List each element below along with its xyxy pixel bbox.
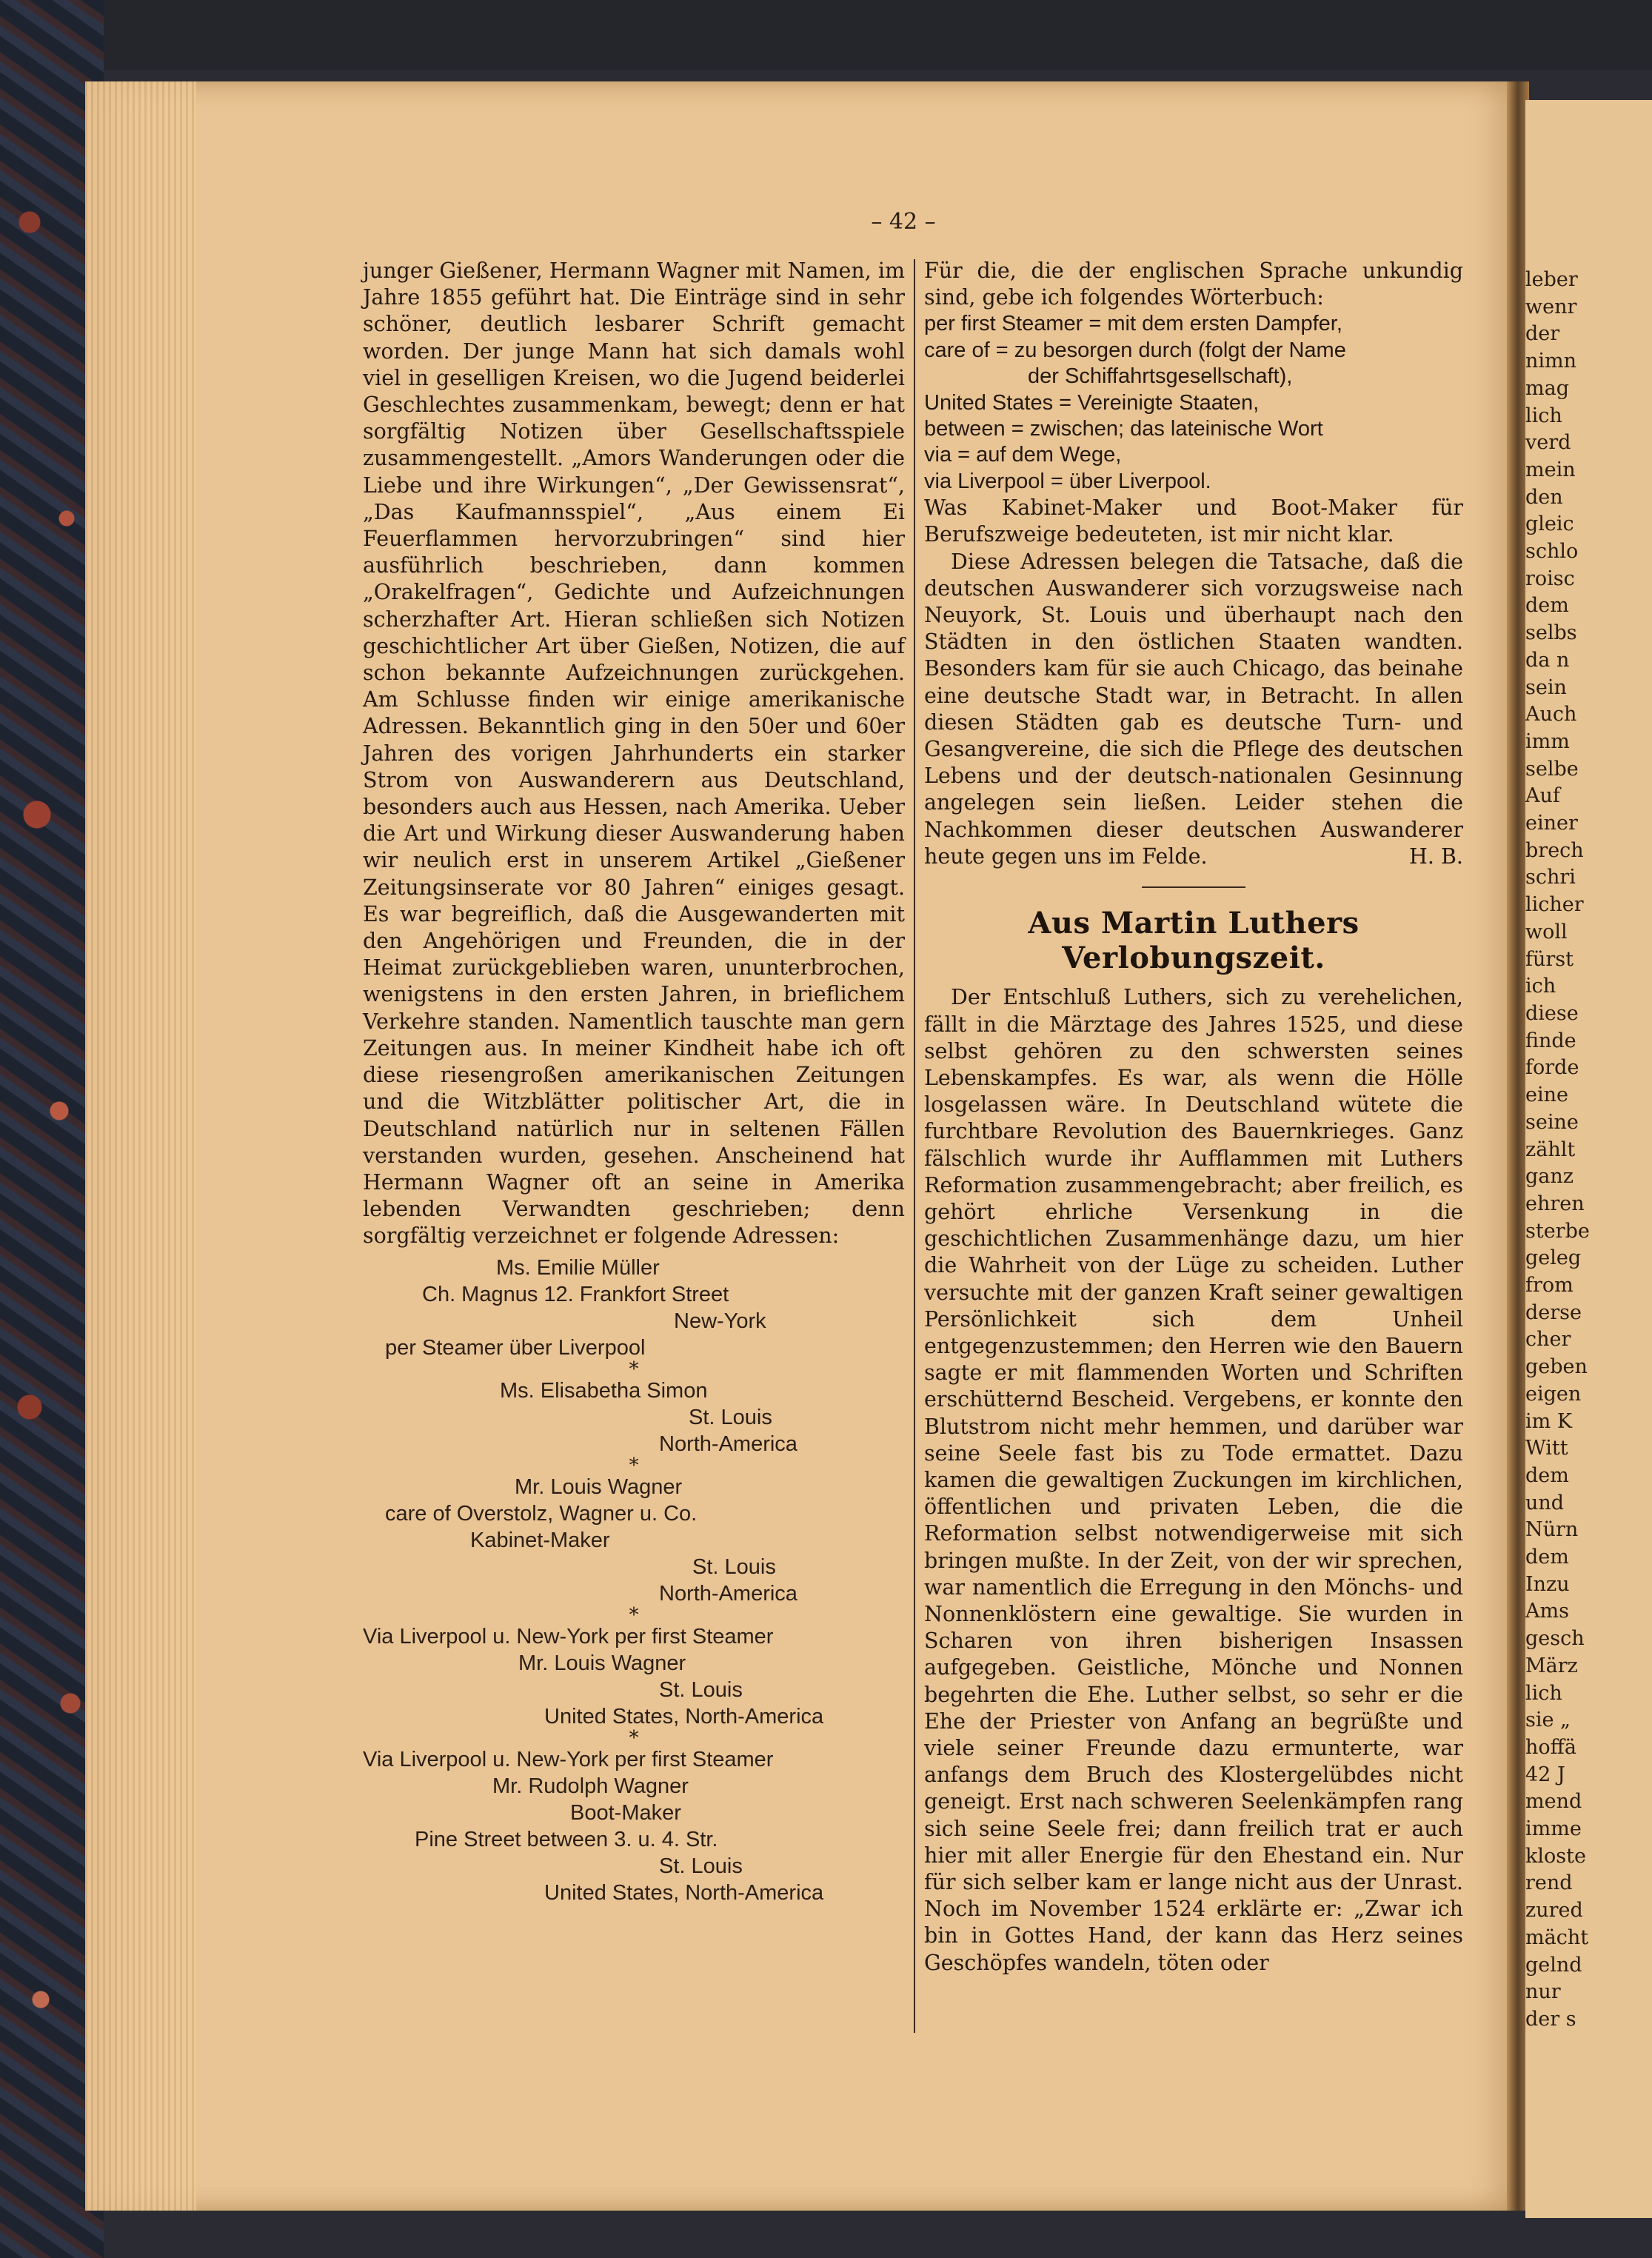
fragment-line: from: [1525, 1274, 1574, 1297]
dictionary-intro: Für die, die der englischen Sprache unkundig sind, gebe ich folgendes Wörterbuch:: [924, 258, 1463, 310]
fragment-line: selbe: [1525, 757, 1579, 781]
author-signature: H. B.: [1409, 844, 1463, 869]
right-column: [924, 258, 1463, 1977]
dictionary-entry: der Schiffahrtsgesellschaft),: [1028, 364, 1293, 389]
fragment-line: licher: [1525, 893, 1584, 917]
address-line: St. Louis: [659, 1677, 743, 1702]
fragment-line: dem: [1525, 594, 1569, 618]
address-line: United States, North-America: [544, 1880, 824, 1905]
fragment-line: schlo: [1525, 540, 1579, 564]
address-line: United States, North-America: [544, 1704, 824, 1728]
address-line: New-York: [674, 1309, 766, 1333]
address-separator: *: [629, 1357, 639, 1380]
fragment-line: Inzu: [1525, 1572, 1570, 1596]
fragment-line: Auch: [1525, 703, 1577, 726]
fragment-line: mend: [1525, 1790, 1582, 1814]
fragment-line: März: [1525, 1654, 1578, 1677]
address-list: [363, 1255, 905, 1906]
fragment-line: brech: [1525, 838, 1584, 862]
fragment-line: zured: [1525, 1899, 1583, 1923]
fragment-line: verd: [1525, 431, 1571, 455]
address-line: Mr. Rudolph Wagner: [492, 1774, 689, 1798]
book-cover-edge: [0, 0, 1652, 70]
address-line: Pine Street between 3. u. 4. Str.: [415, 1827, 718, 1851]
fragment-line: sie „: [1525, 1708, 1571, 1732]
fragment-line: mag: [1525, 376, 1569, 400]
fragment-line: einer: [1525, 812, 1578, 835]
address-separator: *: [629, 1454, 639, 1477]
fragment-line: der s: [1525, 2008, 1576, 2031]
fragment-line: gelnd: [1525, 1953, 1582, 1977]
emigration-paragraph: Diese Adressen belegen die Tatsache, daß die deutschen Auswanderer sich vorzugsweise nach Neuyork, St. Louis und überhaupt nach den Städten in den östlichen Staaten wandten. Besonders kam für sie auch Chicago, das beinahe eine deutsche Stadt war, in Betracht. In allen diesen Städten gab es deutsche Turn- und Gesangvereine, die sich die Pflege des deutschen Lebens und der deutsch-nationalen Gesinnung angelegen sein ließen. Leider stehen die Nachkommen dieser deutschen Auswanderer heute gegen uns im Felde.: [924, 549, 1463, 869]
fragment-line: der: [1525, 322, 1560, 346]
fragment-line: ganz: [1525, 1165, 1574, 1189]
fragment-line: roisc: [1525, 567, 1575, 590]
next-page-text: [1525, 267, 1590, 2034]
address-line: Ch. Magnus 12. Frankfort Street: [422, 1282, 729, 1306]
address-separator: *: [629, 1603, 639, 1626]
fragment-line: da n: [1525, 648, 1570, 672]
fragment-line: Nürn: [1525, 1518, 1579, 1542]
fragment-line: derse: [1525, 1300, 1582, 1324]
intro-paragraph: junger Gießener, Hermann Wagner mit Namen, im Jahre 1855 geführt hat. Die Einträge sind in sehr schöner, deutlich lesbarer Schrift gemacht worden. Der junge Mann hat sich damals wohl viel in geselligen Kreisen, wo die Jugend beiderlei Geschlechtes zusammenkam, bewegt; denn er hat sorgfältig Notizen über Gesellschaftsspiele zusammengestellt. „Amors Wanderungen oder die Liebe und ihre Wirkungen“, „Der Gewissensrat“, „Das Kaufmannsspiel“, „Aus einem Ei Feuerflammen hervorzubringen“ sind hier ausführlich beschrieben, dann kommen „Orakelfragen“, Gedichte und Aufzeichnungen scherzhafter Art. Hieran schließen sich Notizen geschichtlicher Art über Gießen, Notizen, die auf schon bekannte Aufzeichnungen zurückgehen. Am Schlusse finden wir einige amerikanische Adressen. Bekanntlich ging in den 50er und 60er Jahren des vorigen Jahrhunderts ein starker Strom von Auswanderern aus Deutschland, besonders auch aus Hessen, nach Amerika. Ueber die Art und Wirkung dieser Auswanderung haben wir neulich erst in unserem Artikel „Gießener Zeitungsinserate vor 80 Jahren“ einiges gesagt. Es war begreiflich, daß die Ausgewanderten mit den Angehörigen und Freunden, die in der Heimat zurückgeblieben waren, ununterbrochen, wenigstens in den ersten Jahren, in brieflichem Verkehre standen. Namentlich tauschte man gern Zeitungen aus. In meiner Kindheit habe ich oft diese riesengroßen amerikanischen Zeitungen und die Witzblätter politischer Art, die in Deutschland natürlich nur in seltenen Fällen verstanden wurden, gesehen. Anscheinend hat Hermann Wagner oft an seine in Amerika lebenden Verwandten geschrieben; denn sorgfältig verzeichnet er folgende Adressen:: [363, 258, 905, 1249]
fragment-line: selbs: [1525, 621, 1577, 645]
fragment-line: dem: [1525, 1463, 1569, 1487]
address-line: Mr. Louis Wagner: [515, 1474, 683, 1499]
fragment-line: hoffä: [1525, 1735, 1576, 1759]
address-line: per Steamer über Liverpool: [385, 1335, 646, 1360]
article-headline: Aus Martin Luthers Verlobungszeit.: [1028, 906, 1360, 976]
fragment-line: lich: [1525, 1681, 1562, 1705]
right-page-fragment: [1525, 100, 1652, 2218]
fragment-line: lich: [1525, 404, 1562, 427]
address-line: Via Liverpool u. New-York per first Steamer: [363, 1747, 774, 1771]
section-rule: [1142, 886, 1245, 888]
address-line: Mr. Louis Wagner: [518, 1651, 686, 1675]
fragment-line: woll: [1525, 920, 1568, 943]
fragment-line: ehren: [1525, 1192, 1585, 1215]
address-line: St. Louis: [692, 1554, 776, 1579]
dictionary-entry: between = zwischen; das lateinische Wort: [924, 417, 1323, 441]
page-number: – 42 –: [871, 209, 936, 235]
article-body: Der Entschluß Luthers, sich zu verehelichen, fällt in die Märztage des Jahres 1525, und diese selbst gehören zu den schwersten seines Lebenskampfes. Es war, als wenn die Hölle losgelassen wäre. In Deutschland wütete die furchtbare Revolution des Bauernkrieges. Ganz fälschlich wurde ihr Aufflammen mit Luthers Reformation zusammengebracht; aber freilich, es gehört ehrliche Versenkung in die geschichtlichen Zusammenhänge dazu, um hier die Wahrheit von der Lüge zu scheiden. Luther versuchte mit der ganzen Kraft seiner gewaltigen Persönlichkeit sich dem Unheil entgegenzustemmen; den Herren wie den Bauern sagte er mit flammenden Worten und Schriften erschütternd Bescheid. Vergebens, er konnte den Blutstrom nicht mehr hemmen, und darüber war seine Seele fast bis zu Tode ermattet. Dazu kamen die gewaltigen Zuckungen im kirchlichen, öffentlichen und privaten Leben, die die Reformation selbst notwendigerweise mit sich bringen mußte. In der Zeit, von der wir sprechen, war namentlich die Erregung in den Mönchs- und Nonnenklöstern eine gewaltige. Sie wurden in Scharen von ihren bisherigen Insassen aufgegeben. Geistliche, Mönche und Nonnen begehrten die Ehe. Luther selbst, so sehr er die Ehe der Priester von Anfang an begrüßte und viele seiner Freunde dazu ermunterte, war anfangs dem Bruch des Klostergelübdes nicht geneigt. Erst nach schweren Seelenkämpfen rang sich seine Seele frei; dann freilich trat er auch hier mit aller Energie für den Ehestand ein. Nur für sich selber kam er lange nicht aus der Unrast. Noch im November 1524 erklärte er: „Zwar ich bin in Gottes Hand, der kann das Herz seines Geschöpfes wandeln, töten oder: [924, 985, 1463, 1975]
fragment-line: kloste: [1525, 1844, 1586, 1868]
fragment-line: nimn: [1525, 350, 1577, 373]
address-line: North-America: [659, 1581, 797, 1606]
address-line: Ms. Emilie Müller: [496, 1255, 660, 1280]
fragment-line: seine: [1525, 1110, 1579, 1134]
address-line: Boot-Maker: [570, 1800, 681, 1825]
fragment-line: 42 J: [1525, 1763, 1565, 1786]
fragment-line: wenr: [1525, 295, 1577, 318]
address-separator: *: [629, 1726, 639, 1749]
fragment-line: leber: [1525, 268, 1578, 291]
fragment-line: cher: [1525, 1328, 1571, 1352]
fragment-line: zählt: [1525, 1138, 1576, 1161]
fragment-line: Witt: [1525, 1437, 1568, 1460]
dictionary-entry: per first Steamer = mit dem ersten Dampfer,: [924, 312, 1342, 336]
fragment-line: Ams: [1525, 1600, 1569, 1623]
dictionary-entry: care of = zu besorgen durch (folgt der Name: [924, 338, 1346, 362]
dictionary-entry: via Liverpool = über Liverpool.: [924, 469, 1211, 493]
fragment-line: geleg: [1525, 1246, 1582, 1270]
address-line: St. Louis: [659, 1854, 743, 1878]
dictionary-entry: via = auf dem Wege,: [924, 443, 1122, 467]
fragment-line: dem: [1525, 1546, 1569, 1569]
fragment-line: eigen: [1525, 1382, 1582, 1406]
fragment-line: und: [1525, 1491, 1565, 1514]
fragment-line: fürst: [1525, 947, 1574, 971]
fragment-line: forde: [1525, 1056, 1579, 1080]
fragment-line: im K: [1525, 1409, 1572, 1433]
fragment-line: gesch: [1525, 1627, 1585, 1651]
address-line: St. Louis: [689, 1405, 772, 1429]
address-line: Kabinet-Maker: [470, 1528, 610, 1552]
fragment-line: nur: [1525, 1980, 1561, 2004]
fragment-line: finde: [1525, 1029, 1576, 1052]
left-column: [363, 258, 905, 1906]
dictionary-entry: United States = Vereinigte Staaten,: [924, 390, 1260, 415]
column-divider: [914, 259, 915, 2033]
fragment-line: imme: [1525, 1817, 1582, 1841]
address-line: care of Overstolz, Wagner u. Co.: [385, 1501, 698, 1526]
fragment-line: mein: [1525, 458, 1576, 481]
fragment-line: imm: [1525, 729, 1570, 753]
fragment-line: sein: [1525, 675, 1567, 699]
fragment-line: sterbe: [1525, 1219, 1590, 1243]
fragment-line: ich: [1525, 975, 1556, 998]
address-line: North-America: [659, 1432, 797, 1456]
fragment-line: gleic: [1525, 512, 1574, 536]
fragment-line: mächt: [1525, 1925, 1589, 1949]
page-stack-edge: [85, 81, 196, 2211]
fragment-line: Auf: [1525, 784, 1560, 808]
dictionary-list: [924, 311, 1463, 495]
fragment-line: den: [1525, 485, 1563, 509]
fragment-line: eine: [1525, 1083, 1568, 1107]
fragment-line: schri: [1525, 866, 1576, 889]
fragment-line: geben: [1525, 1355, 1588, 1379]
fragment-line: rend: [1525, 1871, 1573, 1895]
address-line: Ms. Elisabetha Simon: [500, 1378, 708, 1403]
fragment-line: diese: [1525, 1001, 1579, 1025]
dictionary-outro: Was Kabinet-Maker und Boot-Maker für Berufszweige bedeuteten, ist mir nicht klar.: [924, 495, 1463, 547]
address-line: Via Liverpool u. New-York per first Steamer: [363, 1624, 774, 1649]
